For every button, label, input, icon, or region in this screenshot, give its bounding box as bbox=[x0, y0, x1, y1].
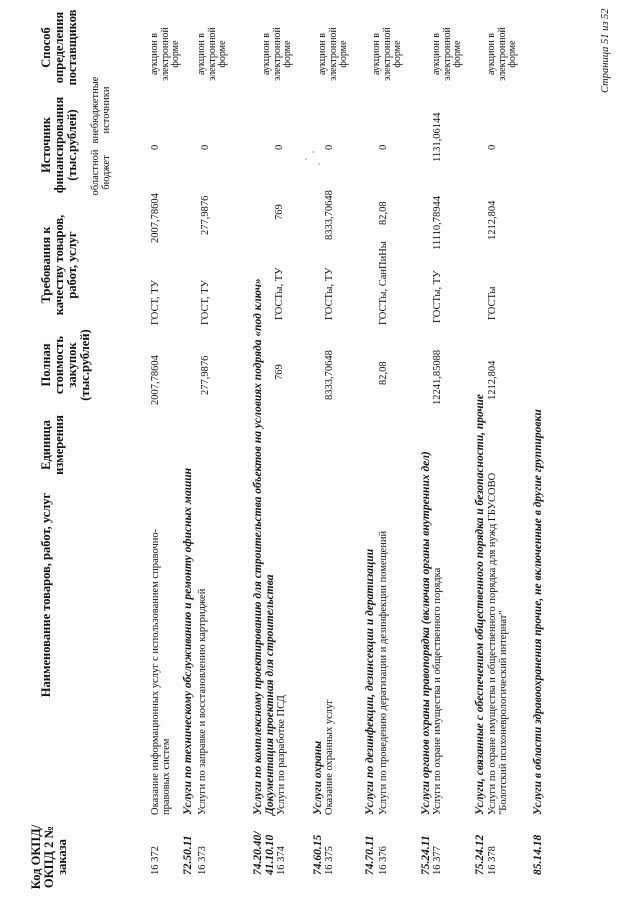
row-total: 277,9876 bbox=[200, 355, 211, 395]
row-total: 2007,78604 bbox=[150, 355, 161, 405]
row-method: аукцион в электронной форме bbox=[261, 27, 293, 81]
row-total: 1212,804 bbox=[487, 360, 498, 400]
row-offbudget: 0 bbox=[487, 144, 498, 150]
header-funding: Источник финансирования (тыс.рублей) bbox=[39, 96, 79, 194]
row-method: аукцион в электронной форме bbox=[196, 27, 228, 81]
header-unit: Единица измерения bbox=[39, 415, 66, 475]
row-regional: 8333,70648 bbox=[324, 190, 335, 240]
row-requirements: ГОСТы bbox=[487, 286, 498, 320]
row-offbudget: 1131,06144 bbox=[432, 112, 443, 162]
row-offbudget: 0 bbox=[200, 144, 211, 150]
row-name: Услуги по охране имущества и общественного порядка bbox=[432, 567, 443, 815]
row-name: Услуги по охране имущества и общественного порядка для нужд ГБУСОВО "Болотский психоневрологический интернат" bbox=[487, 472, 509, 815]
row-method: аукцион в электронной форме bbox=[149, 27, 181, 81]
order-number: 16 375 bbox=[324, 846, 335, 875]
scan-speck bbox=[305, 158, 307, 160]
group-code: 74.60.15 bbox=[312, 834, 324, 875]
header-funding-offbudget: внебюджетные источники bbox=[90, 76, 112, 144]
page-number: Страница 51 из 52 bbox=[600, 8, 611, 93]
row-total: 769 bbox=[274, 364, 285, 380]
group-title: Услуги по комплексному проектированию для строительства объектов на условиях подряда «под ключ» bbox=[252, 278, 264, 815]
row-requirements: ГОСТы, ТУ bbox=[274, 267, 285, 320]
row-name: Оказание информационных услуг с использованием справочно-правовых систем bbox=[150, 528, 172, 815]
row-offbudget: 0 bbox=[150, 144, 161, 150]
scan-speck bbox=[318, 163, 320, 165]
group-title-secondary: Документация проектная для строительства bbox=[264, 574, 276, 815]
header-method: Способ определения поставщиков bbox=[39, 9, 79, 86]
header-funding-regional: областной бюджет bbox=[90, 149, 112, 196]
row-offbudget: 0 bbox=[274, 144, 285, 150]
group-code: 72.50.11 bbox=[182, 835, 194, 875]
group-title: Услуги охраны bbox=[312, 740, 324, 815]
row-name: Оказание охранных услуг bbox=[324, 699, 335, 815]
scan-speck bbox=[312, 151, 314, 153]
group-title: Услуги органов охраны правопорядка (включая органы внутренних дел) bbox=[420, 451, 432, 815]
group-code: 74.70.11 bbox=[364, 835, 376, 875]
row-name: Услуги по разработке ПСД bbox=[276, 695, 287, 815]
row-regional: 769 bbox=[274, 204, 285, 220]
group-code: 75.24.11 bbox=[420, 835, 432, 875]
group-code: 85.14.18 bbox=[532, 834, 544, 875]
order-number: 16 376 bbox=[378, 846, 389, 875]
row-regional: 11110,78944 bbox=[432, 196, 443, 250]
header-code: Код ОКПД/ ОКПД 2 № заказа bbox=[29, 824, 69, 890]
order-number: 16 378 bbox=[487, 846, 498, 875]
row-regional: 82,08 bbox=[378, 201, 389, 225]
row-offbudget: 0 bbox=[378, 144, 389, 150]
row-total: 12241,85088 bbox=[432, 349, 443, 405]
header-requirements: Требования к качеству товаров, работ, услуг bbox=[39, 214, 79, 316]
row-total: 8333,70648 bbox=[324, 350, 335, 400]
row-method: аукцион в электронной форме bbox=[431, 27, 463, 81]
group-code: 75.24.12 bbox=[474, 834, 486, 875]
group-title: Услуги по дезинфекции, дезинсекции и дератизации bbox=[364, 548, 376, 815]
row-method: аукцион в электронной форме bbox=[317, 27, 349, 81]
row-regional: 1212,804 bbox=[487, 200, 498, 240]
row-regional: 2007,78604 bbox=[150, 193, 161, 243]
order-number: 16 374 bbox=[276, 846, 287, 875]
row-offbudget: 0 bbox=[324, 144, 335, 150]
row-regional: 277,9876 bbox=[200, 195, 211, 235]
row-requirements: ГОСТы, СанПиНы bbox=[378, 241, 389, 325]
row-total: 82,08 bbox=[378, 361, 389, 385]
row-method: аукцион в электронной форме bbox=[371, 27, 403, 81]
group-title: Услуги, связанные с обеспечением общественного порядка и безопасности, прочие bbox=[474, 393, 486, 815]
group-title: Услуги в области здравоохранения прочие, не включенные в другие группировки bbox=[532, 409, 544, 815]
order-number: 16 377 bbox=[432, 846, 443, 875]
order-number: 16 372 bbox=[150, 846, 161, 875]
row-requirements: ГОСТ, ТУ bbox=[200, 280, 211, 325]
row-requirements: ГОСТ, ТУ bbox=[150, 280, 161, 325]
group-code: 74.20.40/ 41.10.10 bbox=[252, 831, 276, 875]
row-name: Услуги по проведению дератизации и дезинфекции помещений bbox=[378, 530, 389, 815]
row-name: Услуги по заправке и восстановлению картриджей bbox=[197, 588, 208, 815]
header-total: Полная стоимость закупок (тыс.рублей) bbox=[39, 329, 92, 401]
order-number: 16 373 bbox=[197, 846, 208, 875]
row-requirements: ГОСТы, ТУ bbox=[324, 267, 335, 320]
row-method: аукцион в электронной форме bbox=[486, 27, 518, 81]
row-requirements: ГОСТы, ТУ bbox=[432, 270, 443, 323]
group-title: Услуги по техническому обслуживанию и ремонту офисных машин bbox=[182, 467, 194, 815]
header-name: Наименование товаров, работ, услуг bbox=[39, 492, 53, 698]
